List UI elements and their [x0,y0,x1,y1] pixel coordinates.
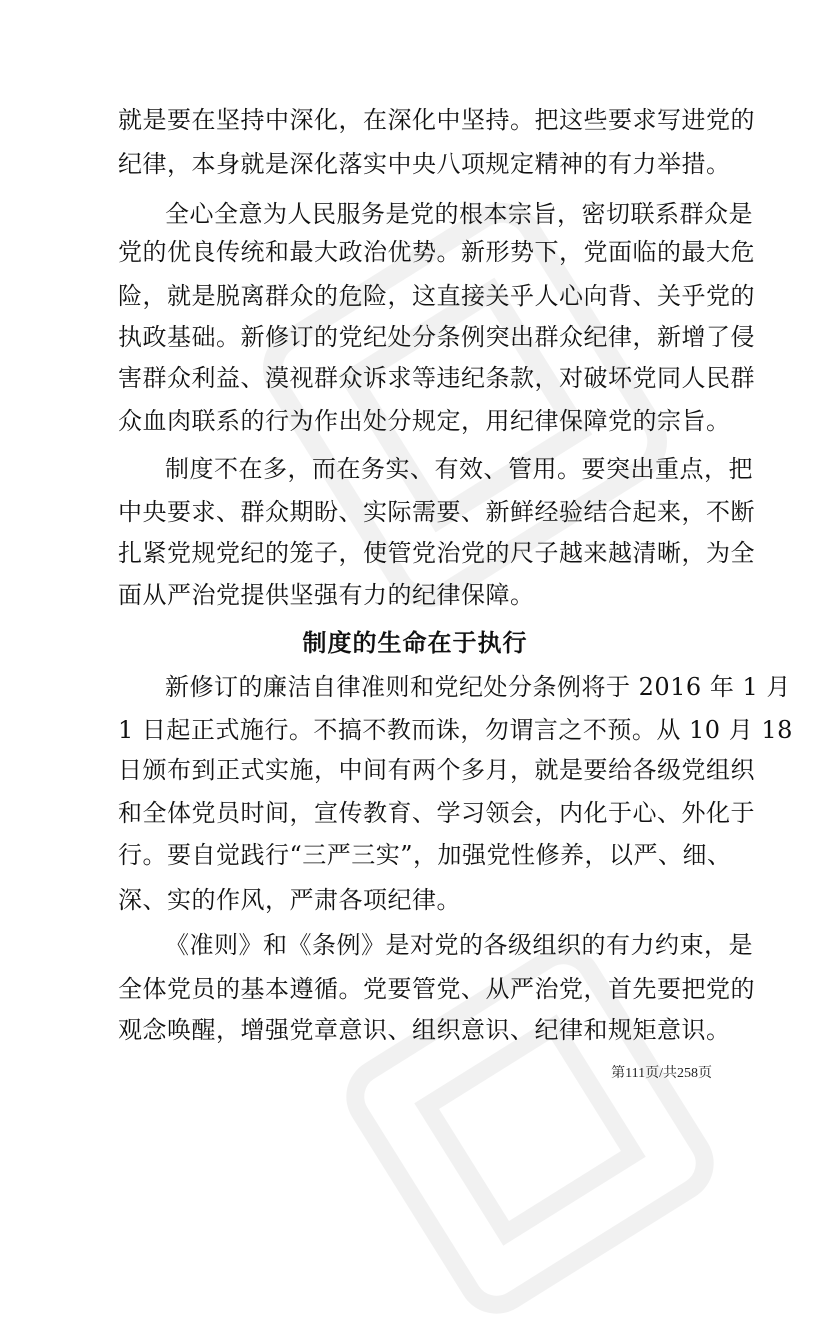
body-line: 党的优良传统和最大政治优势。新形势下，党面临的最大危 [118,238,755,266]
paragraph-first-line: 《准则》和《条例》是对党的各级组织的有力约束，是 [165,931,753,959]
body-line: 日颁布到正式实施，中间有两个多月，就是要给各级党组织 [118,756,755,784]
body-line: 就是要在坚持中深化，在深化中坚持。把这些要求写进党的 [118,106,755,134]
body-line: 纪律，本身就是深化落实中央八项规定精神的有力举措。 [118,150,731,178]
page-number: 第111页/共258页 [611,1066,712,1081]
body-line: 全体党员的基本遵循。党要管党、从严治党，首先要把党的 [118,975,755,1003]
body-line: 执政基础。新修订的党纪处分条例突出群众纪律，新增了侵 [118,323,755,351]
paragraph-first-line: 新修订的廉洁自律准则和党纪处分条例将于 2016 年 1 月 [165,673,791,701]
body-line: 观念唤醒，增强党章意识、组织意识、纪律和规矩意识。 [118,1016,731,1044]
body-line: 险，就是脱离群众的危险，这直接关乎人心向背、关乎党的 [118,282,755,310]
section-heading: 制度的生命在于执行 [302,629,528,657]
body-line: 和全体党员时间，宣传教育、学习领会，内化于心、外化于 [118,799,755,827]
body-line: 中央要求、群众期盼、实际需要、新鲜经验结合起来，不断 [118,498,755,526]
body-line: 众血肉联系的行为作出处分规定，用纪律保障党的宗旨。 [118,407,731,435]
paragraph-first-line: 制度不在多，而在务实、有效、管用。要突出重点，把 [165,455,753,483]
body-line: 扎紧党规党纪的笼子，使管党治党的尺子越来越清晰，为全 [118,539,755,567]
body-line: 深、实的作风，严肃各项纪律。 [118,886,461,914]
body-line: 害群众利益、漠视群众诉求等违纪条款，对破坏党同人民群 [118,364,755,392]
paragraph-first-line: 全心全意为人民服务是党的根本宗旨，密切联系群众是 [165,200,753,228]
body-line: 1 日起正式施行。不搞不教而诛，勿谓言之不预。从 10 月 18 [118,716,793,744]
body-line: 面从严治党提供坚强有力的纪律保障。 [118,581,535,609]
body-line: 行。要自觉践行“三严三实”，加强党性修养，以严、细、 [118,841,732,869]
